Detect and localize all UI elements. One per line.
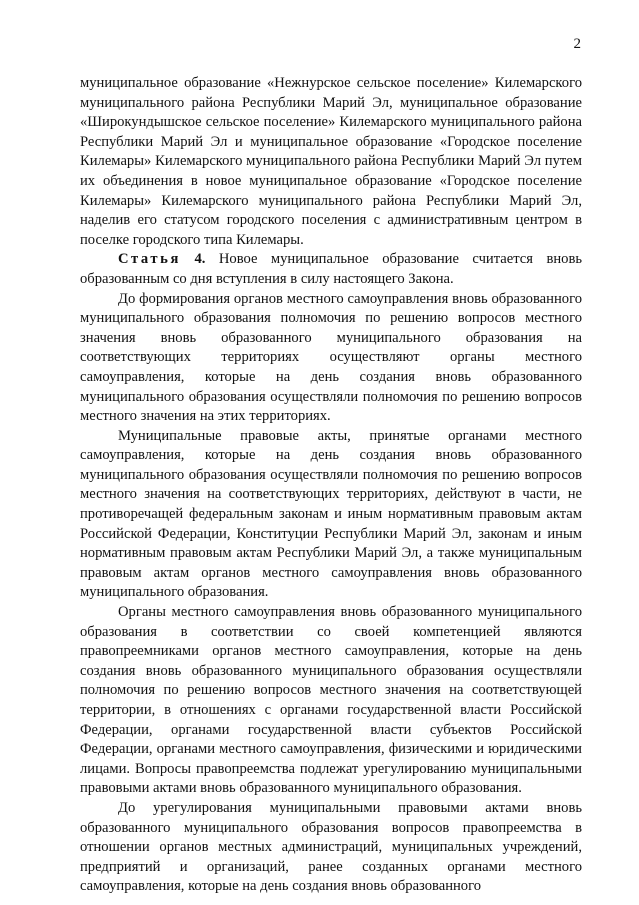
paragraph-municipal-legal-acts: Муниципальные правовые акты, принятые органами местного самоуправления, которые на день создания вновь образованного муниципального образования осуществляли полномочия по решению вопросов местного значения на соответствующих территориях, действуют в части, не противоречащей федеральным законам и иным нормативным правовым актам Российской Федерации, Конституции Республики Марий Эл, законам и иным нормативным правовым актам Республики Марий Эл, а также муниципальным правовым актам органов местного самоуправления вновь образованного муниципального образования. — [80, 427, 582, 601]
paragraph-legal-succession: Органы местного самоуправления вновь образованного муниципального образования в соответствии со своей компетенцией являются правопреемниками органов местного самоуправления, которые на день создания вновь образованного муниципального образования осуществляли полномочия по решению вопросов местного значения на соответствующей территории, в отношениях с органами государственной власти Российской Федерации, органами государственной власти субъектов Российской Федерации, органами местного самоуправления, физическими и юридическими лицами. Вопросы правопреемства подлежат урегулированию муниципальными правовыми актами вновь образованного муниципального образования. — [80, 604, 582, 797]
article-4-text: Новое муниципальное образование считается вновь образованным со дня вступления в силу настоящего Закона. — [80, 251, 582, 287]
paragraph-succession-regulation: До урегулирования муниципальными правовыми актами вновь образованного муниципального образования вопросов правопреемства в отношении органов местных администраций, муниципальных учреждений, предприятий и организаций, ранее созданных органами местного самоуправления, которые на день создания вновь образованного — [80, 799, 582, 895]
document-body — [80, 74, 582, 897]
article-number: 4. — [194, 251, 206, 268]
paragraph-continuation: муниципальное образование «Нежнурское сельское поселение» Килемарского муниципального района Республики Марий Эл, муниципальное образование «Широкундышское сельское поселение» Килемарского муниципального района Республики Марий Эл и муниципальное образование «Городское поселение Килемары» Килемарского муниципального района Республики Марий Эл путем их объединения в новое муниципальное образование «Городское поселение Килемары» Килемарского муниципального района Республики Марий Эл, наделив его статусом городского поселения с административным центром в поселке городского типа Килемары. — [80, 75, 582, 248]
paragraph-powers-before-formation: До формирования органов местного самоуправления вновь образованного муниципального образования полномочия по решению вопросов местного значения вновь образованного муниципального образования на соответствующих территориях осуществляют органы местного самоуправления, которые на день создания вновь образованного муниципального образования осуществляли полномочия по решению вопросов местного значения на этих территориях. — [80, 290, 582, 425]
article-4-paragraph — [80, 250, 582, 289]
page-number: 2 — [573, 36, 581, 52]
article-label: Статья — [118, 251, 181, 268]
